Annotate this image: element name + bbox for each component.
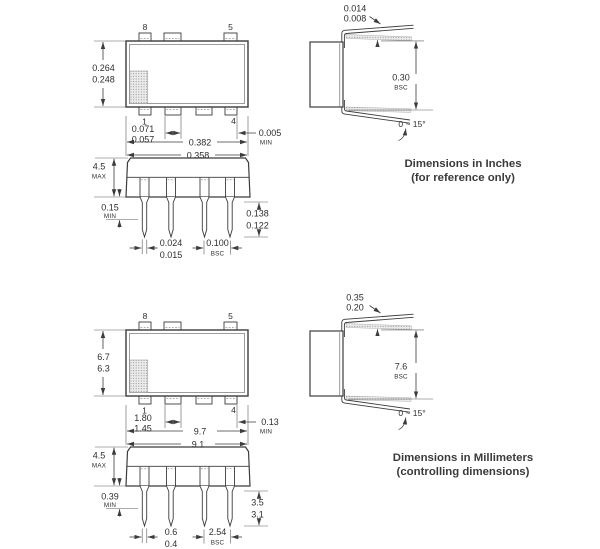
lead-thickness-min: 0.20	[346, 302, 364, 313]
lead-thickness-min: 0.008	[343, 13, 367, 24]
end-gap: 0.13	[261, 417, 279, 427]
pin-number-1: 1	[142, 116, 147, 127]
body-height-max: 6.7	[97, 352, 110, 362]
body-width-max: 9.7	[193, 426, 207, 437]
pin-number-5: 5	[228, 311, 233, 321]
body-width-min: 0.358	[186, 150, 210, 161]
pin-number-4: 4	[231, 116, 236, 126]
lead-span-qualifier: BSC	[394, 84, 408, 92]
standoff: 0.39	[101, 491, 119, 502]
body-height-max: 0.264	[92, 63, 115, 73]
pin-number-1: 1	[142, 405, 147, 416]
body-height-min: 0.248	[92, 74, 115, 85]
lead-length-max: 3.5	[251, 497, 264, 508]
lead-pitch-qualifier: BSC	[210, 250, 225, 258]
lead-thickness-max: 0.35	[346, 292, 364, 303]
front-height: 4.5	[92, 450, 106, 461]
lead-pitch: 2.54	[208, 527, 227, 537]
standoff-qualifier: MIN	[103, 502, 117, 509]
pin-number-8: 8	[142, 22, 148, 32]
front-lead-width-max: 0.024	[159, 238, 183, 248]
lead-width-min: 1.45	[134, 423, 152, 434]
end-gap-qualifier: MIN	[259, 428, 273, 436]
front-lead-width-max: 0.6	[164, 527, 178, 537]
millimeters-caption-line2: (controlling dimensions)	[396, 466, 530, 478]
inches-caption-line1: Dimensions in Inches	[404, 158, 522, 170]
lead-pitch-qualifier: BSC	[210, 539, 225, 547]
pin-number-5: 5	[228, 22, 233, 32]
millimeters-caption-line1: Dimensions in Millimeters	[392, 452, 534, 464]
inches-caption-line2: (for reference only)	[411, 172, 515, 184]
lead-length-max: 0.138	[246, 208, 269, 219]
lead-angle: 0 ~ 15°	[398, 408, 426, 418]
lead-span: 0.30	[392, 72, 410, 83]
standoff: 0.15	[101, 202, 119, 213]
lead-width-max: 0.071	[131, 124, 155, 134]
front-height-qualifier: MAX	[91, 173, 107, 181]
lead-span-qualifier: BSC	[394, 373, 408, 381]
front-lead-width-min: 0.4	[164, 539, 178, 549]
body-height-min: 6.3	[97, 363, 110, 374]
lead-length-min: 0.122	[246, 220, 269, 231]
lead-width-max: 1.80	[134, 413, 152, 423]
pin-number-8: 8	[142, 311, 148, 321]
end-gap: 0.005	[258, 128, 282, 138]
lead-pitch: 0.100	[206, 238, 229, 248]
front-lead-width-min: 0.015	[159, 250, 183, 260]
end-gap-qualifier: MIN	[259, 139, 273, 147]
lead-length-min: 3.1	[251, 509, 264, 520]
lead-span: 7.6	[394, 361, 408, 372]
lead-width-min: 0.057	[131, 134, 155, 145]
body-width-min: 9.1	[191, 439, 205, 450]
body-width-max: 0.382	[188, 137, 212, 148]
lead-thickness-max: 0.014	[343, 3, 367, 14]
pin-number-4: 4	[231, 405, 236, 415]
front-height: 4.5	[92, 161, 106, 172]
front-height-qualifier: MAX	[91, 462, 107, 470]
lead-angle: 0 ~ 15°	[398, 119, 426, 129]
standoff-qualifier: MIN	[103, 213, 117, 220]
